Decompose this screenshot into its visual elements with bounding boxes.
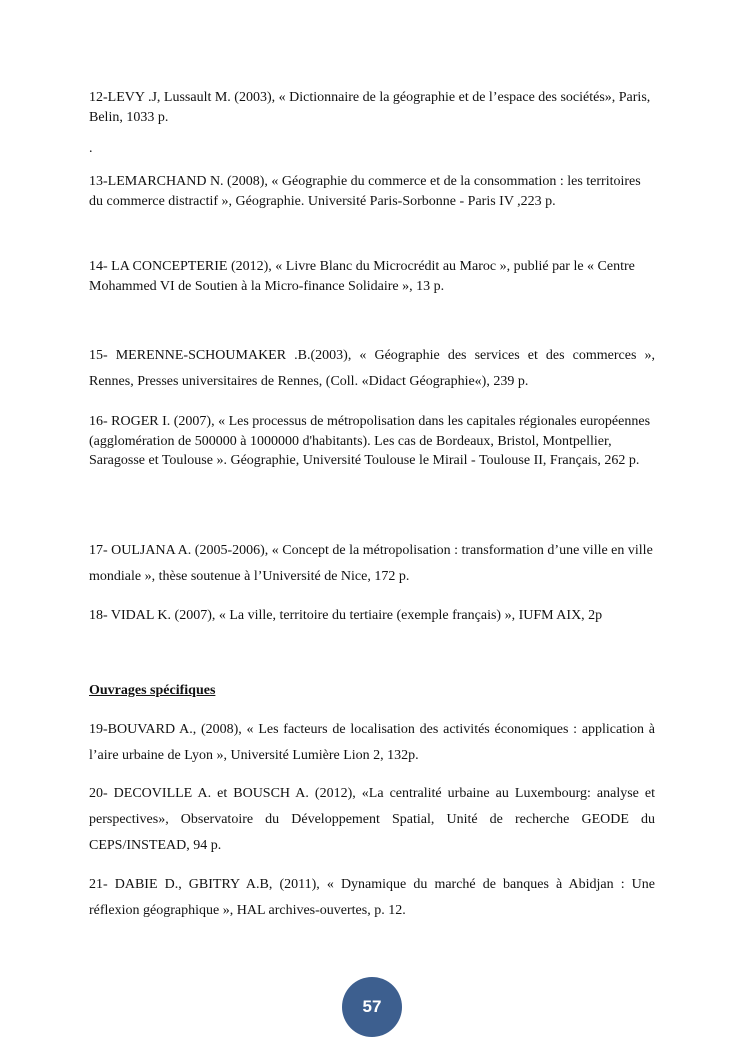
page-number: 57 bbox=[362, 997, 382, 1016]
section-heading: Ouvrages spécifiques bbox=[89, 683, 216, 698]
separator-dot: . bbox=[89, 141, 93, 156]
reference-21: 21- DABIE D., GBITRY A.B, (2011), « Dynamique du marché de banques à Abidjan : Une réflexion géographique », HAL archives-ouvertes, p. 12. bbox=[89, 877, 655, 918]
reference-19: 19-BOUVARD A., (2008), « Les facteurs de localisation des activités économiques : application à l’aire urbaine de Lyon », Université Lumière Lion 2, 132p. bbox=[89, 722, 655, 763]
reference-12: 12-LEVY .J, Lussault M. (2003), « Dictionnaire de la géographie et de l’espace des sociétés», Paris, Belin, 1033 p. bbox=[89, 90, 651, 125]
reference-17: 17- OULJANA A. (2005-2006), « Concept de la métropolisation : transformation d’une ville en ville mondiale », thèse soutenue à l’Université de Nice, 172 p. bbox=[89, 543, 653, 584]
reference-18: 18- VIDAL K. (2007), « La ville, territoire du tertiaire (exemple français) », IUFM AIX, 2p bbox=[89, 608, 603, 623]
reference-14: 14- LA CONCEPTERIE (2012), « Livre Blanc du Microcrédit au Maroc », publié par le « Centre Mohammed VI de Soutien à la Micro-finance Solidaire », 13 p. bbox=[89, 259, 635, 294]
reference-16: 16- ROGER I. (2007), « Les processus de métropolisation dans les capitales régionales européennes (agglomération de 500000 à 1000000 d'habitants). Les cas de Bordeaux, Bristol, Montpellier, Saragosse et Toulouse ». Géographie, Université Toulouse le Mirail - Toulouse II, Français, 262 p. bbox=[89, 414, 651, 468]
page-number-badge bbox=[342, 977, 402, 1037]
reference-20: 20- DECOVILLE A. et BOUSCH A. (2012), «La centralité urbaine au Luxembourg: analyse et perspectives», Observatoire du Développement Spatial, Unité de recherche GEODE du CEPS/INSTEAD, 94 p. bbox=[89, 786, 655, 853]
reference-13: 13-LEMARCHAND N. (2008), « Géographie du commerce et de la consommation : les territoires du commerce distractif », Géographie. Université Paris-Sorbonne - Paris IV ,223 p. bbox=[89, 174, 641, 209]
reference-15: 15- MERENNE-SCHOUMAKER .B.(2003), « Géographie des services et des commerces », Rennes, Presses universitaires de Rennes, (Coll. «Didact Géographie«), 239 p. bbox=[89, 348, 655, 389]
